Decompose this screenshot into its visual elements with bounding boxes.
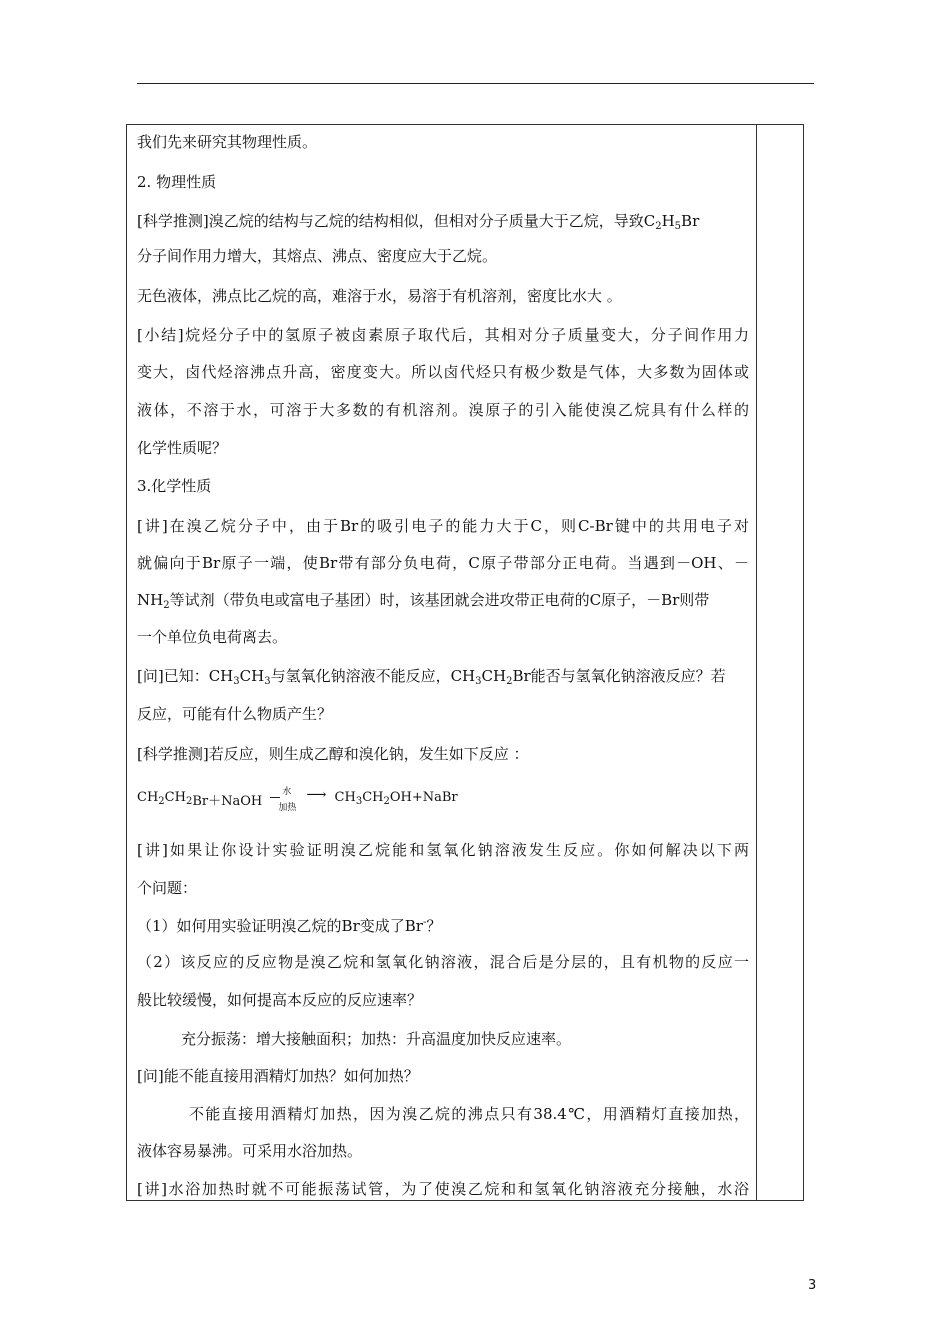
- text-line: 变大，卤代烃溶沸点升高，密度变大。所以卤代烃只有极少数是气体，大多数为固体或: [137, 363, 749, 381]
- text-line: 一个单位负电荷离去。: [137, 628, 288, 646]
- text-line: 不能直接用酒精灯加热，因为溴乙烷的沸点只有38.4℃，用酒精灯直接加热，: [189, 1105, 749, 1123]
- right-arrow-icon: ⟶: [306, 787, 327, 803]
- section-heading-chemical: 3.化学性质: [137, 477, 212, 495]
- text-line: [讲]水浴加热时就不可能振荡试管，为了使溴乙烷和和氢氧化钠溶液充分接触，水浴: [137, 1180, 749, 1198]
- text-line: 无色液体，沸点比乙烷的高，难溶于水，易溶于有机溶剂，密度比水大 。: [137, 287, 622, 305]
- text-line: [讲]在溴乙烷分子中，由于Br的吸引电子的能力大于C，则C-Br键中的共用电子对: [137, 517, 749, 535]
- text-line: 液体容易暴沸。可采用水浴加热。: [137, 1142, 363, 1160]
- page-number: 3: [808, 1278, 817, 1293]
- text-line: 化学性质呢？: [137, 439, 228, 457]
- text-line: 充分振荡：增大接触面积；加热：升高温度加快反应速率。: [181, 1030, 572, 1048]
- text-line: [科学推测]溴乙烷的结构与乙烷的结构相似，但相对分子质量大于乙烷，导致$C_2H_5Br$: [137, 212, 700, 232]
- text-line: 我们先来研究其物理性质。: [137, 133, 318, 151]
- text-line: 个问题：: [137, 879, 198, 897]
- text-line: [小结]烷烃分子中的氢原子被卤素原子取代后，其相对分子质量变大，分子间作用力: [137, 326, 749, 344]
- text-line: 反应，可能有什么物质产生？: [137, 705, 333, 723]
- header-rule: [137, 83, 814, 84]
- question-2: （2）该反应的反应物是溴乙烷和氢氧化钠溶液，混合后是分层的，且有机物的反应一: [137, 953, 749, 971]
- text-line: $NH_2$等试剂（带负电或富电子基团）时，该基团就会进攻带正电荷的C原子，－Br则带: [137, 591, 710, 611]
- text-line: 液体，不溶于水，可溶于大多数的有机溶剂。溴原子的引入能使溴乙烷具有什么样的: [137, 401, 749, 419]
- text-line: [问]已知：$CH_3CH_3$与氢氧化钠溶液不能反应，$CH_3CH_2Br$能否与氢氧化钠溶液反应？若: [137, 667, 726, 687]
- reaction-condition: 水 加热 ⟶: [270, 786, 326, 816]
- text-line: [问]能不能直接用酒精灯加热？如何加热？: [137, 1067, 419, 1085]
- question-1: （1）如何用实验证明溴乙烷的Br变成了Br-？: [137, 917, 442, 935]
- text-line: [讲]如果让你设计实验证明溴乙烷能和氢氧化钠溶液发生反应。你如何解决以下两: [137, 841, 749, 859]
- section-heading-physical: 2. 物理性质: [137, 173, 217, 191]
- text-line: [科学推测]若反应，则生成乙醇和溴化钠，发生如下反应 ：: [137, 745, 529, 763]
- text-line: 分子间作用力增大，其熔点、沸点、密度应大于乙烷。: [137, 247, 498, 265]
- equation-dash: [270, 797, 280, 798]
- reaction-equation: $CH_2CH_2Br+NaOH$ 水 加热 ⟶ $CH_3CH_2OH+NaBr$: [137, 786, 458, 816]
- table-column-divider: [756, 124, 757, 1201]
- text-line: 就偏向于Br原子一端，使Br带有部分负电荷，C原子带部分正电荷。当遇到－OH、－: [137, 554, 749, 572]
- text-line: 般比较缓慢，如何提高本反应的反应速率？: [137, 991, 423, 1009]
